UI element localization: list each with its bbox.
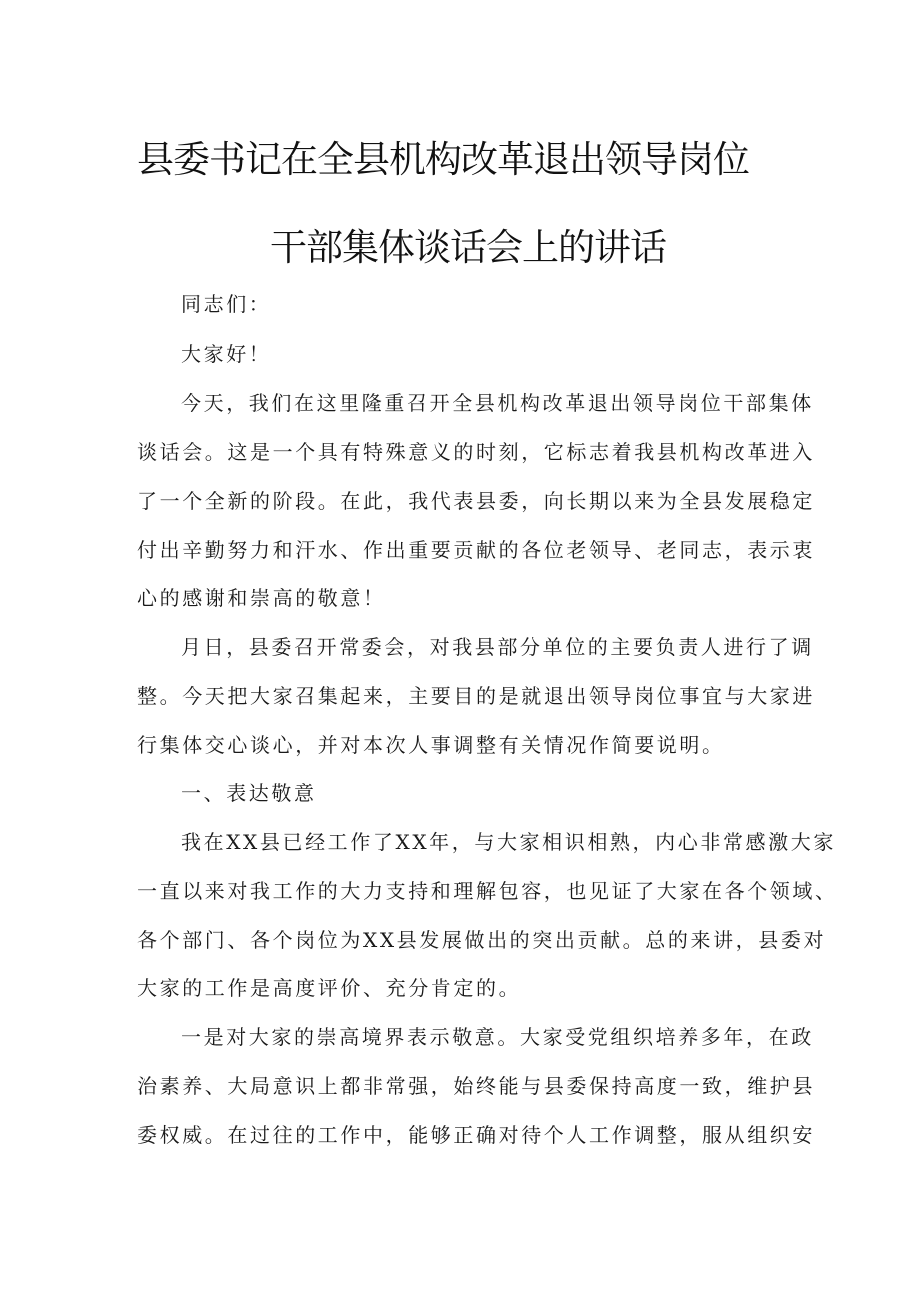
paragraph-line: 了一个全新的阶段。在此，我代表县委，向长期以来为全县发展稳定 bbox=[137, 489, 815, 513]
paragraph-line: 我在XX县已经工作了XX年，与大家相识相熟，内心非常感激大家 bbox=[181, 830, 836, 854]
paragraph-line: 行集体交心谈心，并对本次人事调整有关情况作简要说明。 bbox=[137, 733, 725, 757]
document-title-line-2: 干部集体谈话会上的讲话 bbox=[270, 226, 666, 269]
greeting: 大家好！ bbox=[181, 342, 272, 366]
paragraph-line: 心的感谢和崇高的敬意！ bbox=[137, 586, 386, 610]
salutation: 同志们： bbox=[181, 292, 272, 316]
paragraph-line: 谈话会。这是一个具有特殊意义的时刻，它标志着我县机构改革进入 bbox=[137, 440, 815, 464]
paragraph-line: 一是对大家的崇高境界表示敬意。大家受党组织培养多年，在政 bbox=[181, 1025, 814, 1049]
section-heading: 一、表达敬意 bbox=[181, 781, 317, 805]
paragraph-line: 今天，我们在这里隆重召开全县机构改革退出领导岗位干部集体 bbox=[181, 391, 814, 415]
paragraph-line: 月日，县委召开常委会，对我县部分单位的主要负责人进行了调 bbox=[181, 635, 814, 659]
paragraph-line: 委权威。在过往的工作中，能够正确对待个人工作调整，服从组织安 bbox=[137, 1123, 815, 1147]
paragraph-line: 治素养、大局意识上都非常强，始终能与县委保持高度一致，维护县 bbox=[137, 1074, 815, 1098]
paragraph-line: 大家的工作是高度评价、充分肯定的。 bbox=[137, 976, 522, 1000]
paragraph-line: 一直以来对我工作的大力支持和理解包容，也见证了大家在各个领域、 bbox=[137, 879, 838, 903]
paragraph-line: 付出辛勤努力和汗水、作出重要贡献的各位老领导、老同志，表示衷 bbox=[137, 538, 815, 562]
paragraph-line: 整。今天把大家召集起来，主要目的是就退出领导岗位事宜与大家进 bbox=[137, 684, 815, 708]
paragraph-line: 各个部门、各个岗位为XX县发展做出的突出贡献。总的来讲，县委对 bbox=[137, 928, 827, 952]
document-title-line-1: 县委书记在全县机构改革退出领导岗位 bbox=[137, 138, 749, 181]
